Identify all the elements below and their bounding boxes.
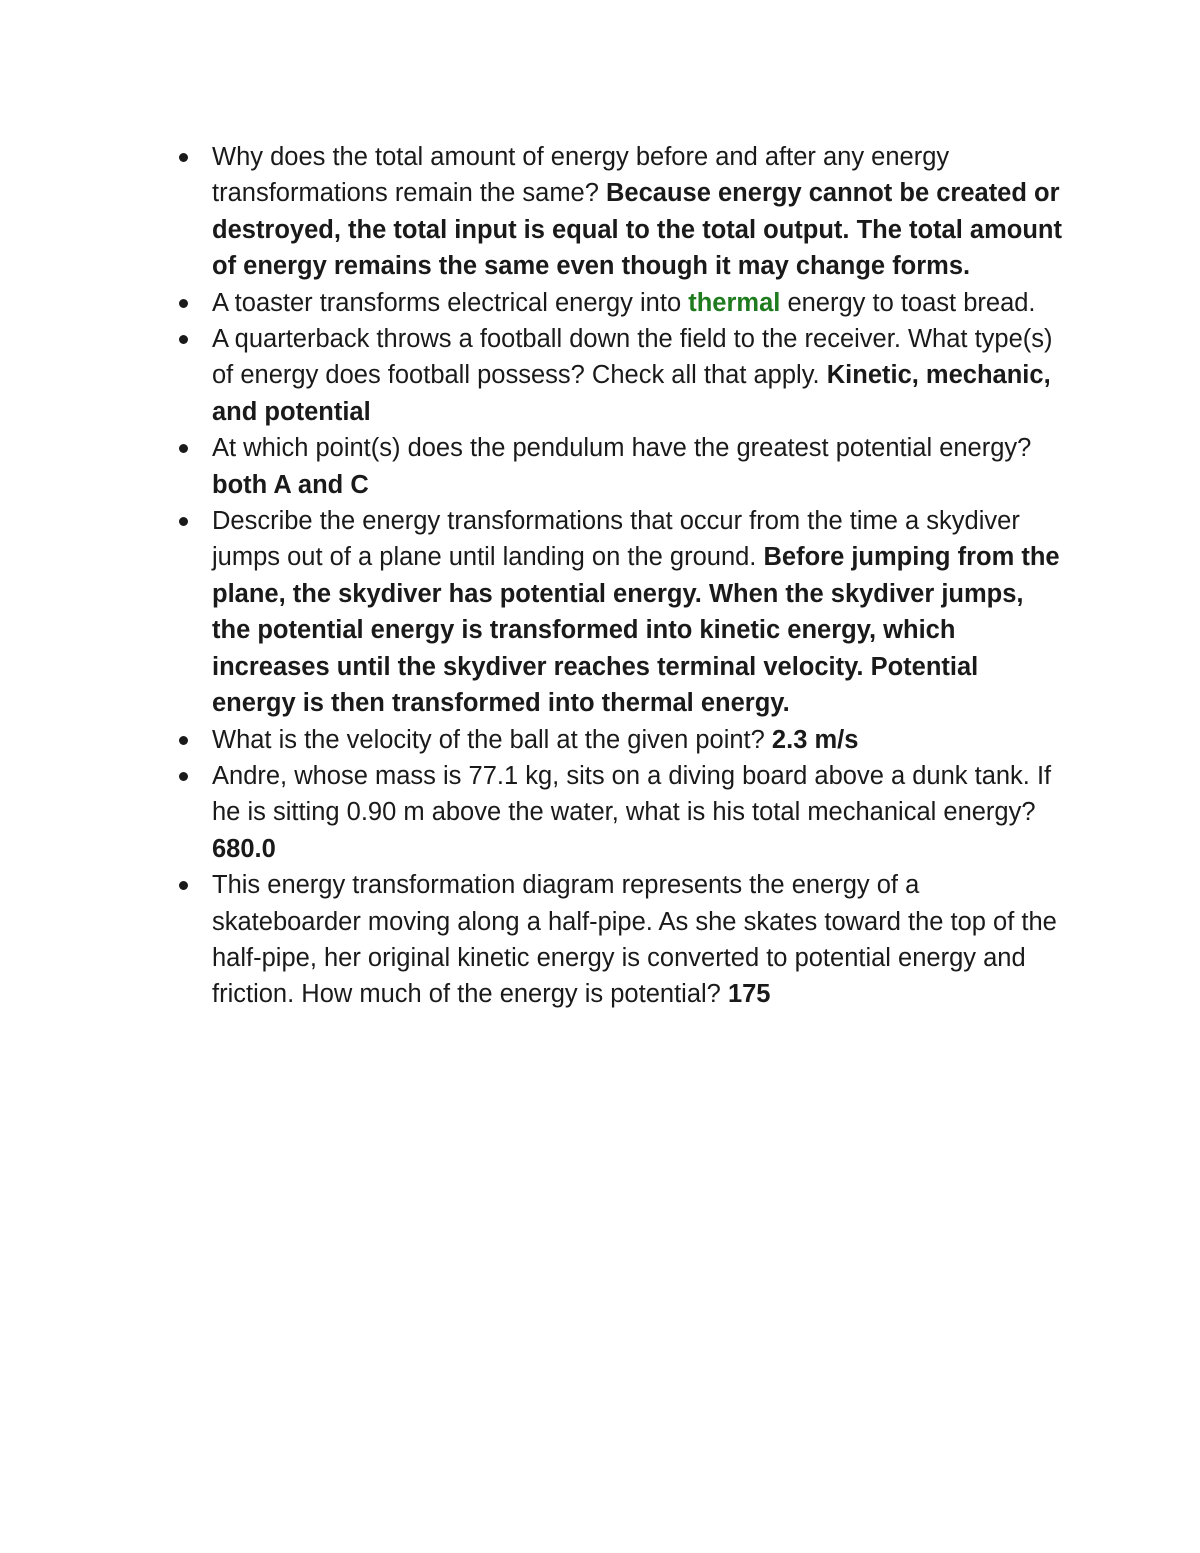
highlighted-answer: thermal: [688, 288, 781, 317]
list-item: [212, 139, 1062, 285]
bullet-icon: [179, 736, 188, 745]
list-item: [212, 285, 1062, 321]
answer-text: 680.0: [212, 834, 276, 863]
bullet-icon: [179, 881, 188, 890]
answer-text: 175: [727, 980, 771, 1009]
list-item: [212, 503, 1062, 721]
question-text: Describe the energy transformations that occur from the time a skydiver jumps out of a plane until landing on the ground.: [212, 507, 1020, 572]
question-list: [212, 139, 1062, 1013]
bullet-icon: [179, 153, 188, 162]
bullet-icon: [179, 517, 188, 526]
question-text: Why does the total amount of energy before and after any energy transformations remain the same?: [212, 143, 950, 208]
question-text: Andre, whose mass is 77.1 kg, sits on a diving board above a dunk tank. If he is sitting 0.90 m above the water, what is his total mechanical energy?: [212, 761, 1052, 827]
question-text: This energy transformation diagram represents the energy of a skateboarder moving along a half-pipe. As she skates toward the top of the half-pipe, her original kinetic energy is converted to potential energy and friction. How much of the energy is potential?: [212, 871, 1057, 1009]
bullet-icon: [179, 335, 188, 344]
question-text: A quarterback throws a football down the field to the receiver. What type(s) of energy does football possess? Check all that apply.: [212, 325, 1053, 390]
list-item: [212, 321, 1062, 430]
list-item: [212, 758, 1062, 867]
question-text: A toaster transforms electrical energy into: [212, 288, 682, 317]
bullet-icon: [179, 772, 188, 781]
question-text: At which point(s) does the pendulum have the greatest potential energy?: [212, 434, 1032, 463]
answer-text: Because energy cannot be created or destroyed, the total input is equal to the total output. The total amount of energy remains the same even though it may change forms.: [212, 179, 1062, 281]
answer-text: Kinetic, mechanic, and potential: [212, 361, 1051, 426]
question-text: What is the velocity of the ball at the given point?: [212, 725, 765, 754]
list-item: [212, 430, 1062, 503]
list-item: [212, 722, 1062, 758]
list-item: [212, 867, 1062, 1013]
bullet-icon: [179, 299, 188, 308]
answer-text: both A and C: [212, 470, 369, 499]
question-text-continued: energy to toast bread.: [787, 288, 1036, 317]
answer-text: Before jumping from the plane, the skydiver has potential energy. When the skydiver jumps, the potential energy is transformed into kinetic energy, which increases until the skydiver reaches terminal velocity. Potential energy is then transformed into thermal energy.: [212, 543, 1060, 718]
answer-text: 2.3 m/s: [771, 725, 859, 754]
bullet-icon: [179, 444, 188, 453]
